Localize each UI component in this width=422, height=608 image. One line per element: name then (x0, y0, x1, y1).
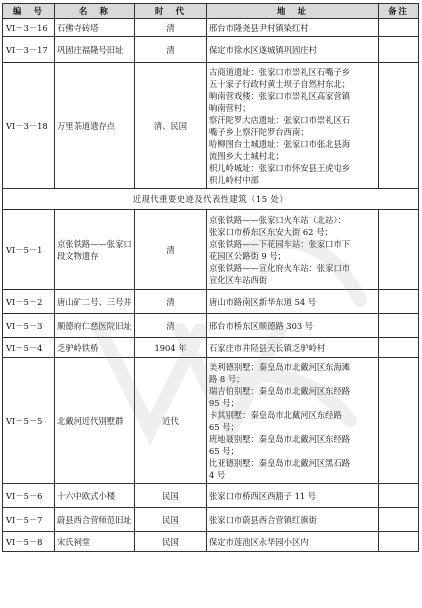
cell-address (207, 484, 379, 508)
table-section-divider (3, 189, 419, 210)
table-row (3, 63, 419, 189)
cell-era: 清 (135, 19, 207, 37)
table-body-modern (3, 210, 419, 552)
table-row (3, 532, 419, 552)
cell-code: VI－5－8 (3, 532, 55, 552)
address-line: 路 8 号； (209, 373, 245, 384)
address-line: 古商道遗址：张家口市崇礼区石嘴子乡 (209, 66, 351, 77)
cell-note (379, 358, 419, 484)
table-row (3, 338, 419, 358)
cell-note (379, 63, 419, 189)
address-line: 五十家子行政村黄土坝子自然村东北； (209, 78, 351, 89)
header-era: 时 代 (135, 4, 207, 19)
header-name: 名 称 (55, 4, 135, 19)
address-line: 保定市徐水区遂城镇巩固庄村 (209, 44, 317, 55)
cell-note (379, 210, 419, 290)
cell-era: 清、民国 (135, 63, 207, 189)
cell-name: 京张铁路——张家口段文物遗存 (55, 210, 135, 290)
table-row (3, 358, 419, 484)
address-line: 花园区公路街 9 号； (209, 250, 286, 261)
cell-name: 十六中欧式小楼 (55, 484, 135, 508)
cell-era: 清 (135, 290, 207, 314)
cell-code: VI－3－17 (3, 37, 55, 63)
cell-name: 唐山矿二号、三号井 (55, 290, 135, 314)
cell-address (207, 338, 379, 358)
table-row (3, 37, 419, 63)
address-line: 比亚德别墅：秦皇岛市北戴河区黑石路 (209, 457, 351, 468)
cell-era: 近代 (135, 358, 207, 484)
table-body-ancient (3, 19, 419, 189)
section-title: 近现代重要史迹及代表性建筑（15 处） (3, 189, 419, 210)
cell-name: 宋氏祠堂 (55, 532, 135, 552)
cell-address (207, 532, 379, 552)
address-line: 班地聂别墅：秦皇岛市北戴河区东经路 (209, 433, 351, 444)
address-line: 京张铁路——张家口火车站（北站）： (209, 214, 346, 225)
address-line: 4 号 (209, 469, 226, 480)
cell-code: VI－5－2 (3, 290, 55, 314)
address-line: 流图乡大土城村北； (209, 150, 284, 161)
cell-era: 民国 (135, 532, 207, 552)
table-row (3, 290, 419, 314)
cell-address (207, 37, 379, 63)
address-line: 察汗陀罗大店遗址：张家口市崇礼区石 (209, 114, 351, 125)
address-line: 宣化区车站西街 (209, 274, 268, 285)
cell-name: 北戴河近代别墅群 (55, 358, 135, 484)
address-line: 卡其别墅：秦皇岛市北戴河区东经路 (209, 409, 342, 420)
address-line: 枳儿岭城址：张家口市怀安县王虎屯乡 (209, 162, 351, 173)
cell-era: 清 (135, 37, 207, 63)
section-row (3, 189, 419, 210)
cell-note (379, 532, 419, 552)
table-row (3, 508, 419, 532)
address-line: 95 号； (209, 397, 239, 408)
address-line: 张家口市蔚县西合营镇红旗街 (209, 514, 317, 525)
address-line: 晌南营村； (209, 102, 251, 113)
address-line: 瑞吉伯别墅：秦皇岛市北戴河区东经路 (209, 385, 351, 396)
cell-note (379, 19, 419, 37)
cell-era: 清 (135, 210, 207, 290)
cell-era: 民国 (135, 484, 207, 508)
cell-code: VI－5－7 (3, 508, 55, 532)
cell-note (379, 508, 419, 532)
cell-name: 蔚县西合营师范旧址 (55, 508, 135, 532)
address-line: 保定市莲池区永华园小区内 (209, 536, 309, 547)
header-note: 备注 (379, 4, 419, 19)
cell-note (379, 314, 419, 338)
cell-address (207, 508, 379, 532)
table-header-row (3, 4, 419, 19)
cell-address (207, 358, 379, 484)
address-line: 张家口市桥东区东安大街 62 号； (209, 226, 333, 237)
cell-code: VI－5－6 (3, 484, 55, 508)
heritage-list-table (2, 3, 419, 552)
cell-code: VI－5－3 (3, 314, 55, 338)
cell-address (207, 314, 379, 338)
address-line: 晌南营戏楼：张家口市崇礼区高家营镇 (209, 90, 351, 101)
address-line: 嘴子乡上察汗陀罗台西南； (209, 126, 309, 137)
address-line: 枳儿岭村中部 (209, 174, 259, 185)
address-line: 唐山市路南区新华东道 54 号 (209, 296, 317, 307)
table-row (3, 210, 419, 290)
address-line: 京张铁路——下花园车站：张家口市下 (209, 238, 351, 249)
header-code: 编 号 (3, 4, 55, 19)
address-line: 京张铁路——宣化府火车站：张家口市 (209, 262, 351, 273)
cell-note (379, 290, 419, 314)
cell-code: VI－5－1 (3, 210, 55, 290)
cell-name: 石佛寺砖塔 (55, 19, 135, 37)
cell-code: VI－5－5 (3, 358, 55, 484)
table-row (3, 314, 419, 338)
cell-note (379, 338, 419, 358)
cell-address (207, 19, 379, 37)
table-row (3, 19, 419, 37)
cell-name: 乏驴岭铁桥 (55, 338, 135, 358)
address-line: 美利德别墅：秦皇岛市北戴河区东海滩 (209, 361, 351, 372)
address-line: 哈柳图台土城遗址：张家口市张北县海 (209, 138, 351, 149)
cell-address (207, 63, 379, 189)
cell-code: VI－5－4 (3, 338, 55, 358)
cell-code: VI－3－18 (3, 63, 55, 189)
address-line: 65 号； (209, 421, 239, 432)
address-line: 65 号； (209, 445, 239, 456)
cell-code: VI－3－16 (3, 19, 55, 37)
cell-note (379, 484, 419, 508)
cell-era: 清 (135, 314, 207, 338)
cell-era: 民国 (135, 508, 207, 532)
header-address: 地 址 (207, 4, 379, 19)
cell-name: 巩固庄福隆号旧址 (55, 37, 135, 63)
address-line: 邢台市桥东区顺德路 303 号 (209, 320, 314, 331)
address-line: 邢台市隆尧县尹村镇染红村 (209, 22, 309, 33)
address-line: 张家口市桥西区西豁子 11 号 (209, 490, 317, 501)
table-row (3, 484, 419, 508)
cell-address (207, 210, 379, 290)
cell-era: 1904 年 (135, 338, 207, 358)
cell-name: 万里茶道遗存点 (55, 63, 135, 189)
cell-address (207, 290, 379, 314)
cell-note (379, 37, 419, 63)
address-line: 石家庄市井陉县天长镇乏驴岭村 (209, 342, 326, 353)
cell-name: 顺德府仁慈医院旧址 (55, 314, 135, 338)
